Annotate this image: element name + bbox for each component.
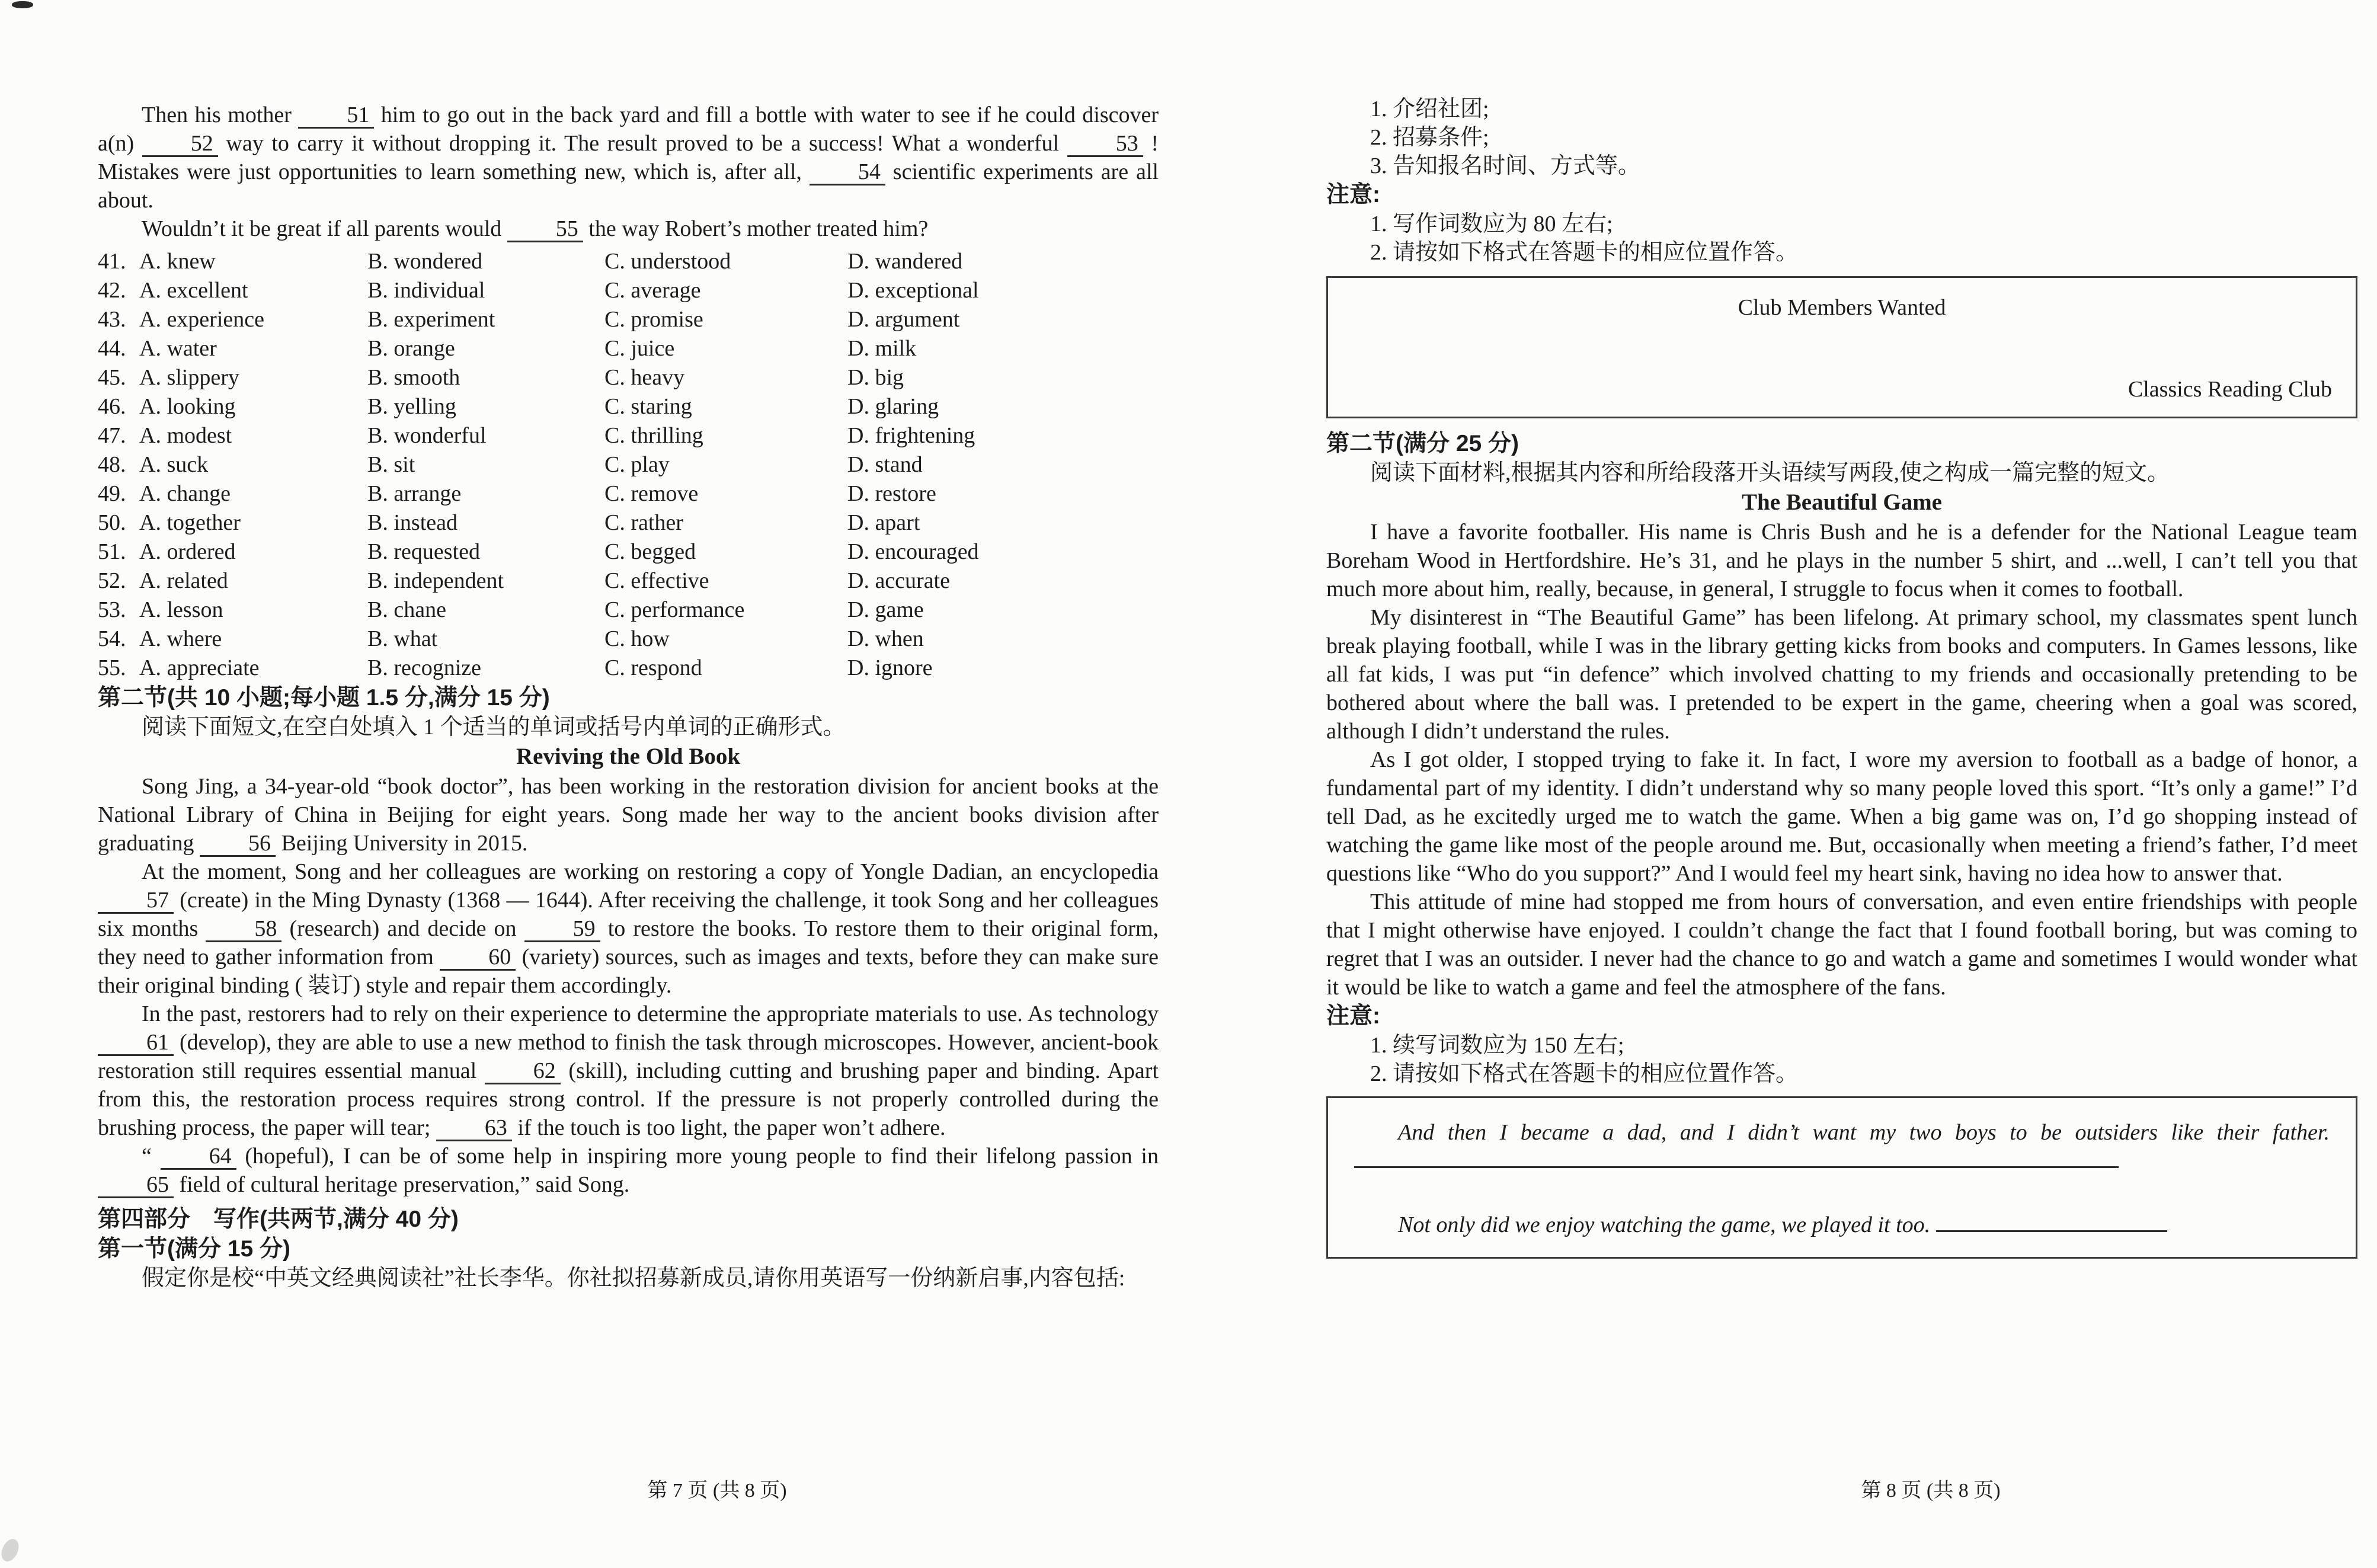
cloze-blank: 64	[161, 1145, 236, 1170]
option-choice: D. encouraged	[847, 539, 979, 564]
option-choice: C. understood	[604, 248, 731, 274]
option-choice: B. wonderful	[367, 423, 487, 448]
page-7	[98, 0, 1159, 1568]
option-choice: D. accurate	[847, 568, 950, 593]
option-choice: A. lesson	[139, 597, 223, 622]
writing-task-instruction: 假定你是校“中英文经典阅读社”社长李华。你社拟招募新成员,请你用英语写一份纳新启事,内容包括:	[142, 1266, 1125, 1291]
scan-artifact	[0, 1536, 22, 1564]
attention-label: 注意:	[1326, 1003, 1380, 1029]
option-row	[98, 363, 1159, 392]
option-row	[98, 566, 1159, 595]
option-choice: D. stand	[847, 452, 923, 477]
attention-point: 2. 请按如下格式在答题卡的相应位置作答。	[1370, 1061, 1799, 1086]
starter-sentence-2-text: Not only did we enjoy watching the game, we played it too.	[1398, 1212, 1931, 1237]
option-choice: D. exceptional	[847, 277, 979, 303]
notice-point: 1. 介绍社团;	[1370, 97, 1489, 121]
option-number: 42.	[98, 277, 126, 303]
option-row	[98, 421, 1159, 450]
option-row	[98, 508, 1159, 537]
option-choice: C. how	[604, 626, 670, 651]
option-choice: C. thrilling	[604, 423, 703, 448]
cloze-blank: 62	[485, 1060, 561, 1084]
option-choice: B. what	[367, 626, 438, 651]
option-choice: A. ordered	[139, 539, 236, 564]
option-choice: C. begged	[604, 539, 696, 564]
section-2-heading: 第二节(满分 25 分)	[1326, 431, 1519, 456]
option-choice: A. water	[139, 335, 217, 361]
cloze-blank: 52	[142, 132, 218, 157]
attention-label: 注意:	[1326, 182, 1380, 207]
option-choice: C. staring	[604, 393, 692, 419]
option-choice: C. play	[604, 452, 670, 477]
option-choice: D. argument	[847, 306, 960, 332]
answer-format-box	[1326, 276, 2357, 418]
option-choice: A. modest	[139, 423, 232, 448]
option-number: 44.	[98, 335, 126, 361]
starter-sentence-2	[1354, 1211, 2330, 1239]
passage-paragraph: Song Jing, a 34-year-old “book doctor”, has been working in the restoration division for ancient books at the National Library of China in Beijing for eight years. Song made her way to the ancient books division after graduating 56 Beijing University in 2015.	[98, 774, 1159, 856]
passage-paragraph: My disinterest in “The Beautiful Game” has been lifelong. At primary school, my classmates spent lunch break playing football, while I was in the library getting kicks from books and computers. In Games lessons, like all fat kids, I was put “in defence” which involved chatting to my friends and occasionally pretending to be bothered about where the ball was. I pretended to be expert in the game, cheering when a goal was scored, although I didn’t understand the rules.	[1326, 605, 2357, 744]
cloze-blank: 58	[206, 917, 281, 942]
option-choice: C. remove	[604, 481, 699, 506]
notice-point: 3. 告知报名时间、方式等。	[1370, 153, 1641, 178]
option-choice: D. apart	[847, 510, 920, 535]
answer-line	[1936, 1222, 2167, 1232]
section-2-instruction: 阅读下面材料,根据其内容和所给段落开头语续写两段,使之构成一篇完整的短文。	[1370, 460, 2170, 485]
option-choice: C. rather	[604, 510, 683, 535]
cloze-passage-paragraph-1: Then his mother 51 him to go out in the back yard and fill a bottle with water to see if he could discover a(n) 52 way to carry it without dropping it. The result proved to be a success! What a wonderful 53 ! Mistakes were just opportunities to learn something new, which is, after all, 54 scientific experiments are all about.	[98, 103, 1159, 213]
passage-paragraph: At the moment, Song and her colleagues are working on restoring a copy of Yongle Dadian, an encyclopedia 57 (create) in the Ming Dynasty (1368 — 1644). After receiving the challenge, it took Song and her colleagues six months 58 (research) and decide on 59 to restore the books. To restore them to their original form, they need to gather information from 60 (variety) sources, such as images and texts, before they can make sure their original binding ( 装订) style and repair them accordingly.	[98, 859, 1159, 998]
option-choice: B. orange	[367, 335, 455, 361]
cloze-passage-paragraph-2: Wouldn’t it be great if all parents would 55 the way Robert’s mother treated him?	[142, 216, 929, 241]
option-choice: A. where	[139, 626, 222, 651]
option-choice: C. juice	[604, 335, 675, 361]
cloze-blank: 65	[98, 1173, 174, 1198]
cloze-blank: 60	[440, 946, 516, 971]
answer-line	[1354, 1158, 2119, 1168]
passage-paragraph: As I got older, I stopped trying to fake it. In fact, I wore my aversion to football as a badge of honor, a fundamental part of my identity. I didn’t understand why so many people loved this sport. “It’s only a game!” I’d tell Dad, as he excitedly urged me to watch the game. When a big game was on, I’d go shopping instead of watching the game like most of the people around me. But, occasionally when meeting a friend’s father, I’d meet questions like “Who do you support?” And I would feel my heart sink, having no idea how to answer that.	[1326, 747, 2357, 886]
attention-point: 1. 写作词数应为 80 左右;	[1370, 212, 1613, 236]
option-row	[98, 595, 1159, 624]
option-number: 47.	[98, 423, 126, 448]
option-number: 48.	[98, 452, 126, 477]
notice-point: 2. 招募条件;	[1370, 125, 1489, 150]
option-number: 46.	[98, 393, 126, 419]
starter-sentence-1	[1354, 1118, 2330, 1175]
passage-paragraph: “ 64 (hopeful), I can be of some help in inspiring more young people to find their lifelong passion in 65 field of cultural heritage preservation,” said Song.	[98, 1142, 1159, 1199]
option-row	[98, 479, 1159, 508]
option-number: 45.	[98, 364, 126, 390]
part-4-section-1-heading: 第一节(满分 15 分)	[98, 1236, 291, 1262]
cloze-blank: 63	[436, 1116, 512, 1141]
option-choice: A. excellent	[139, 277, 248, 303]
option-choice: B. wondered	[367, 248, 483, 274]
cloze-blank: 55	[507, 217, 583, 242]
option-choice: D. restore	[847, 481, 936, 506]
continuation-starter-box	[1326, 1096, 2357, 1259]
option-choice: B. smooth	[367, 364, 460, 390]
option-number: 43.	[98, 306, 126, 332]
option-choice: B. requested	[367, 539, 480, 564]
option-number: 53.	[98, 597, 126, 622]
format-box-title: Club Members Wanted	[1738, 295, 1946, 320]
cloze-blank: 54	[810, 161, 885, 185]
part-4-heading: 第四部分 写作(共两节,满分 40 分)	[98, 1207, 459, 1232]
option-choice: A. change	[139, 481, 231, 506]
scan-artifact	[12, 1, 33, 8]
option-choice: C. average	[604, 277, 701, 303]
option-choice: A. related	[139, 568, 228, 593]
passage-paragraph: I have a favorite footballer. His name is Chris Bush and he is a defender for the National League team Boreham Wood in Hertfordshire. He’s 31, and he plays in the number 5 shirt, and ...well, I can’t tell you that much more about him, really, because, in general, I struggle to focus when it comes to football.	[1326, 520, 2357, 601]
option-choice: A. looking	[139, 393, 236, 419]
option-choice: D. game	[847, 597, 924, 622]
option-row	[98, 624, 1159, 653]
passage-title-the-beautiful-game: The Beautiful Game	[1742, 489, 1942, 515]
option-choice: C. performance	[604, 597, 745, 622]
option-number: 52.	[98, 568, 126, 593]
option-row	[98, 392, 1159, 421]
page-8	[1326, 0, 2357, 1568]
option-row	[98, 653, 1159, 682]
cloze-blank: 53	[1067, 132, 1143, 157]
page-7-footer: 第 7 页 (共 8 页)	[647, 1480, 787, 1502]
cloze-blank: 56	[200, 832, 276, 857]
option-choice: A. appreciate	[139, 655, 260, 680]
passage-paragraph: In the past, restorers had to rely on their experience to determine the appropriate materials to use. As technology 61 (develop), they are able to use a new method to finish the task through microscopes. However, ancient-book restoration still requires essential manual 62 (skill), including cutting and brushing paper and binding. Apart from this, the restoration process requires strong control. If the pressure is not properly controlled during the brushing process, the paper will tear; 63 if the touch is too light, the paper won’t adhere.	[98, 1001, 1159, 1140]
option-choice: D. wandered	[847, 248, 963, 274]
option-choice: B. recognize	[367, 655, 482, 680]
option-choice: C. respond	[604, 655, 702, 680]
option-choice: B. instead	[367, 510, 458, 535]
option-row	[98, 334, 1159, 363]
option-choice: B. individual	[367, 277, 485, 303]
option-choice: A. together	[139, 510, 241, 535]
section-2-heading: 第二节(共 10 小题;每小题 1.5 分,满分 15 分)	[98, 685, 550, 711]
option-choice: D. ignore	[847, 655, 933, 680]
option-number: 41.	[98, 248, 126, 274]
option-number: 49.	[98, 481, 126, 506]
option-choice: C. effective	[604, 568, 709, 593]
attention-point: 1. 续写词数应为 150 左右;	[1370, 1033, 1624, 1058]
option-number: 50.	[98, 510, 126, 535]
option-row	[98, 450, 1159, 479]
option-choice: C. promise	[604, 306, 703, 332]
starter-sentence-1-text: And then I became a dad, and I didn’t want my two boys to be outsiders like their father.	[1398, 1120, 2330, 1145]
option-choice: A. slippery	[139, 364, 239, 390]
option-choice: B. arrange	[367, 481, 462, 506]
option-choice: B. sit	[367, 452, 415, 477]
passage-title-reviving-the-old-book: Reviving the Old Book	[516, 744, 741, 769]
option-number: 51.	[98, 539, 126, 564]
option-row	[98, 247, 1159, 276]
option-number: 55.	[98, 655, 126, 680]
format-box-signature: Classics Reading Club	[2128, 377, 2332, 402]
cloze-options-table	[98, 247, 1159, 682]
option-choice: C. heavy	[604, 364, 685, 390]
option-choice: A. knew	[139, 248, 216, 274]
cloze-blank: 61	[98, 1031, 174, 1056]
cloze-blank: 59	[524, 917, 600, 942]
option-row	[98, 305, 1159, 334]
option-number: 54.	[98, 626, 126, 651]
continuation-writing-passage	[1326, 518, 2357, 1001]
passage-paragraph: This attitude of mine had stopped me from hours of conversation, and even entire friendships with people that I might otherwise have enjoyed. I couldn’t change the fact that I found football boring, but was coming to regret that I was an outsider. I never had the chance to go and watch a game and sometimes I would wonder what it would be like to watch a game and feel the atmosphere of the fans.	[1326, 889, 2357, 1000]
option-choice: D. when	[847, 626, 924, 651]
option-choice: D. glaring	[847, 393, 939, 419]
option-choice: A. experience	[139, 306, 264, 332]
option-choice: D. big	[847, 364, 904, 390]
option-choice: B. experiment	[367, 306, 495, 332]
option-choice: B. chane	[367, 597, 446, 622]
attention-point: 2. 请按如下格式在答题卡的相应位置作答。	[1370, 240, 1799, 265]
option-choice: B. independent	[367, 568, 504, 593]
section-2-instruction: 阅读下面短文,在空白处填入 1 个适当的单词或括号内单词的正确形式。	[142, 715, 846, 740]
option-choice: D. frightening	[847, 423, 975, 448]
option-choice: D. milk	[847, 335, 917, 361]
grammar-fill-passage	[98, 772, 1159, 1199]
option-choice: B. yelling	[367, 393, 456, 419]
option-row	[98, 537, 1159, 566]
option-row	[98, 276, 1159, 305]
page-8-footer: 第 8 页 (共 8 页)	[1861, 1480, 2001, 1502]
cloze-blank: 51	[298, 104, 374, 129]
cloze-blank: 57	[98, 889, 174, 914]
option-choice: A. suck	[139, 452, 209, 477]
writing-task-points	[1326, 95, 2357, 180]
